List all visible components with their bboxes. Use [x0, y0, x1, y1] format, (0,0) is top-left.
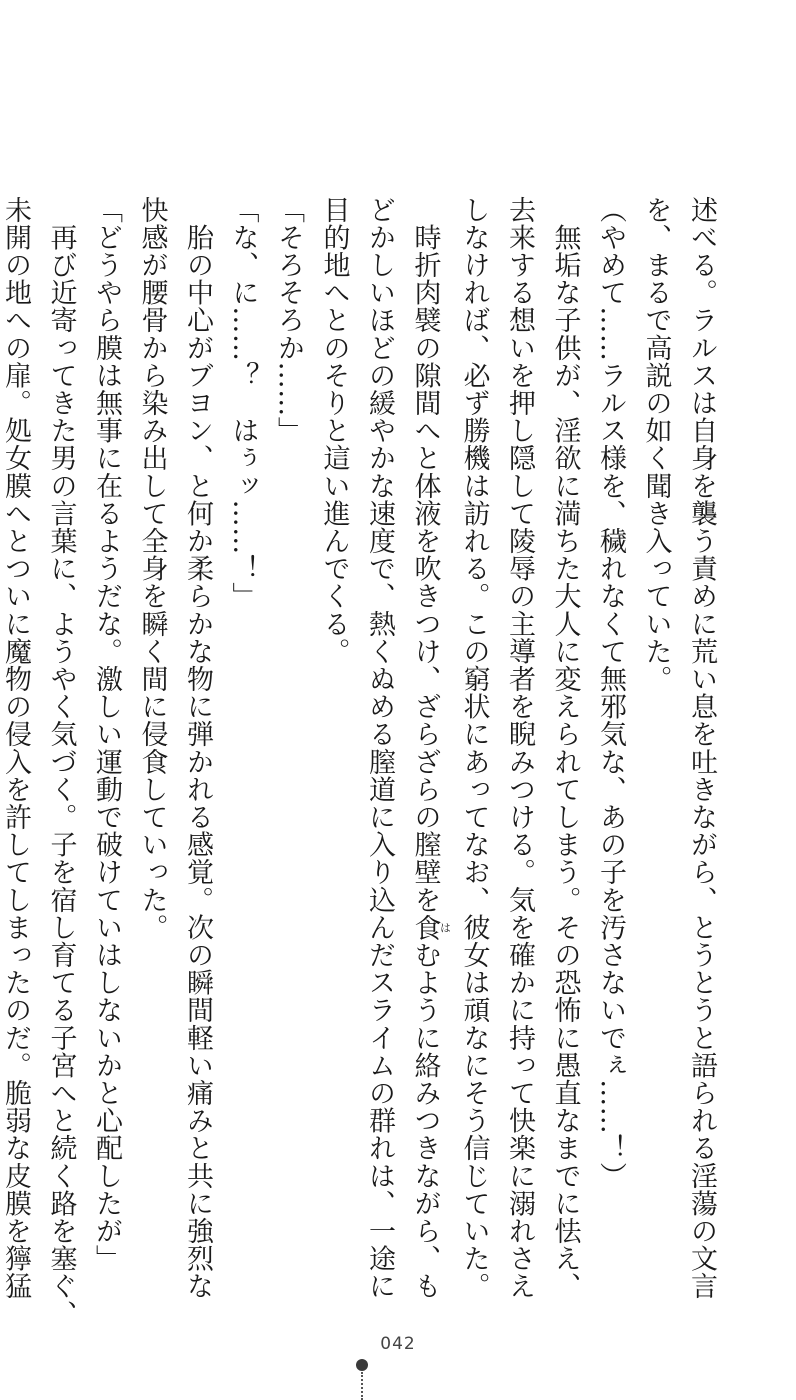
text-line: を、まるで高説の如く聞き入っていた。	[640, 196, 672, 693]
text-segment: むように絡みつきながら、も	[409, 941, 441, 1301]
text-line: 無垢な子供が、淫欲に満ちた大人に変えられてしまう。その恐怖に愚直なまでに怯え、	[549, 196, 581, 1300]
text-line: 述べる。ラルスは自身を襲う責めに荒い息を吐きながら、とうとうと語られる淫蕩の文言	[686, 196, 717, 1300]
text-segment: 時折肉襞の隙間へと体液を吹きつけ、ざらざらの膣壁を	[409, 196, 441, 914]
text-line: 「そろそろか……」	[273, 196, 304, 445]
text-line: 目的地へとのそりと這い進んでくる。	[318, 196, 350, 666]
text-line: しなければ、必ず勝機は訪れる。この窮状にあってなお、彼女は頑なにそう信じていた。	[458, 196, 490, 1300]
text-line: 去来する想いを押し隠して陵辱の主導者を睨みつける。気を確かに持って快楽に溺れさえ	[504, 196, 535, 1300]
text-line: 「どうやら膜は無事に在るようだな。激しい運動で破けていはしないかと心配したが」	[91, 196, 122, 1273]
ruby-base: 食	[409, 913, 441, 942]
folio-dotted-line	[361, 1372, 363, 1400]
text-line: 快感が腰骨から染み出して全身を瞬く間に侵食していった。	[136, 196, 168, 942]
text-line-with-ruby	[402, 196, 452, 1301]
text-line: 未開の地への扉。処女膜へとついに魔物の侵入を許してしまったのだ。脆弱な皮膜を獰猛	[0, 196, 31, 1300]
body-text	[0, 196, 724, 1328]
text-line: 再び近寄ってきた男の言葉に、ようやく気づく。子を宿し育てる子宮へと続く路を塞ぐ、	[45, 196, 77, 1328]
text-line: 「な、に……？ はぅッ……！」	[227, 196, 259, 610]
ruby-reading: は	[438, 913, 452, 942]
text-line: （やめて……ラルス様を、穢れなくて無邪気な、あの子を汚さないでぇ……！）	[595, 196, 626, 1190]
folio-dot-ornament	[356, 1359, 368, 1371]
text-line: 胎の中心がブヨン、と何か柔らかな物に弾かれる感覚。次の瞬間軽い痛みと共に強烈な	[182, 196, 213, 1300]
ruby-annotation	[409, 913, 452, 942]
text-line: どかしいほどの緩やかな速度で、熱くぬめる膣道に入り込んだスライムの群れは、一途に	[364, 196, 395, 1300]
page-number: 042	[380, 1334, 416, 1354]
